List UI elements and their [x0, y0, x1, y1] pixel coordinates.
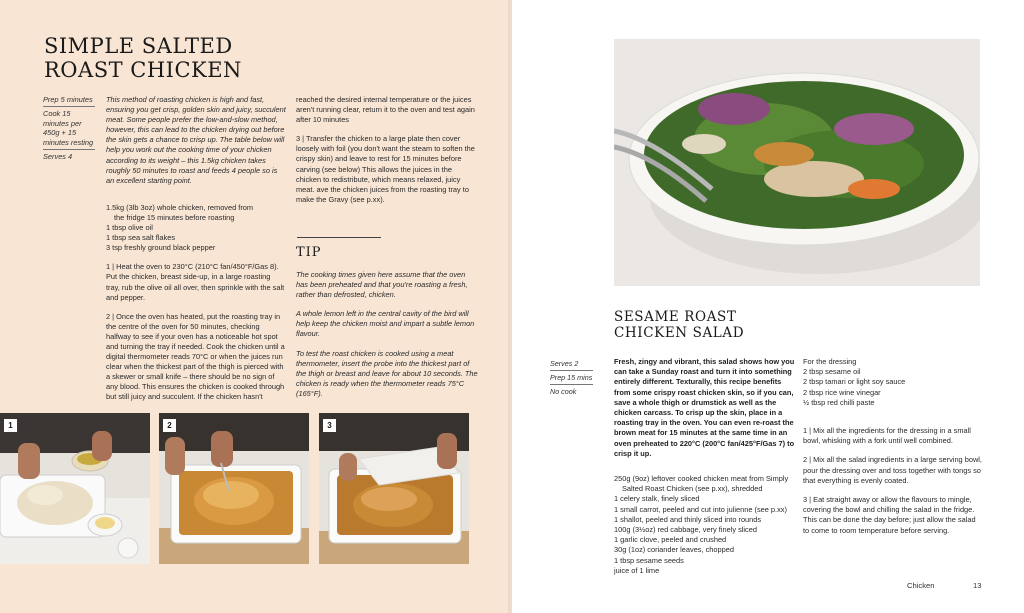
- salad-column-1: [614, 357, 798, 576]
- method-step-1: 1 | Heat the oven to 230°C (210°C fan/450°F/Gas 8). Put the chicken, breast side-up, in a large roasting tray, rub the olive oil all over, then sprinkle with the salt and pepper.: [106, 262, 285, 302]
- ingredient: juice of 1 lime: [614, 565, 660, 575]
- ingredient: 100g (3½oz) red cabbage, very finely sliced: [614, 525, 757, 535]
- recipe-title-roast-chicken: SIMPLE SALTED ROAST CHICKEN: [44, 34, 242, 82]
- salad-intro: Fresh, zingy and vibrant, this salad shows how you can take a Sunday roast and turn it into something entirely different. Texturally, this recipe benefits from some crispy roast chicken skin, so if you can, save a whole thigh or drumstick as well as the chicken carcass. To crisp up the skin, place in a roasting tray in the oven. You can even re-roast the brown meat for 15 minutes at the same time in an oven preheated to 220°C (200°C fan/425°F/Gas 7) to crisp it up.: [614, 357, 795, 458]
- step-photo-3: [319, 413, 469, 564]
- intro-text: This method of roasting chicken is high and fast, ensuring you get crisp, golden skin and juicy, succulent meat. Some people prefer the low-and-slow method, however, this can lead to the chicken drying out before the skin gets a chance to crisp up. The table below will help you work out the cooking time of your chicken according to its weight – this 1.5kg chicken takes roughly 50 minutes to roast and feeds 4 people so is an excellent starting point.: [106, 95, 286, 185]
- step-photo-1: [0, 413, 150, 564]
- method-step-3: 3 | Transfer the chicken to a large plate then cover loosely with foil (you don't want the steam to soften the crispy skin) and leave to rest for 15 minutes before carving (see below) This allows the juices in the chicken to redistribute, which means relaxed, juicy meat. ave the chicken juices from the roasting tray to make the Gravy (see p.xx).: [296, 134, 475, 204]
- tip-text: [296, 270, 478, 408]
- ingredient: 1 small carrot, peeled and cut into julienne (see p.xx): [614, 504, 787, 514]
- salad-step-2: 2 | Mix all the salad ingredients in a large serving bowl, pour the dressing over and toss together with tongs so that everything is evenly coated.: [803, 455, 982, 485]
- ingredient: 1 tbsp sesame seeds: [614, 555, 684, 565]
- tip-divider: [297, 237, 381, 238]
- method-step-2-continued: reached the desired internal temperature or the juices aren't running clear, return it to the oven and test again after 10 minutes: [296, 95, 475, 125]
- step-number-badge: 2: [163, 419, 176, 432]
- dressing-ingredient: 2 tbsp tamari or light soy sauce: [803, 377, 906, 387]
- dressing-ingredient: 2 tbsp sesame oil: [803, 367, 861, 377]
- salad-photo-image: [614, 39, 980, 286]
- ingredient: 3 tsp freshly ground black pepper: [106, 243, 216, 253]
- serves: Serves 4: [43, 152, 73, 162]
- ingredient: 1 tbsp sea salt flakes: [106, 233, 176, 243]
- cook-time: No cook: [550, 387, 577, 396]
- ingredient-list: [106, 203, 286, 253]
- salad-photo: [614, 39, 980, 286]
- ingredient: the fridge 15 minutes before roasting: [114, 212, 235, 222]
- tip-paragraph: The cooking times given here assume that the oven has been preheated and that you're roasting a fresh, rather than defrosted, chicken.: [296, 270, 468, 300]
- ingredient: 1 shallot, peeled and thinly sliced into rounds: [614, 514, 762, 524]
- step-number-badge: 1: [4, 419, 17, 432]
- step-photo-3-image: [319, 413, 469, 564]
- salad-ingredient-list: [614, 474, 798, 576]
- ingredient: 1 garlic clove, peeled and crushed: [614, 535, 727, 545]
- ingredient: 1 tbsp olive oil: [106, 223, 153, 233]
- serves: Serves 2: [550, 357, 593, 371]
- column-1: [106, 95, 286, 412]
- tip-heading: TIP: [296, 245, 322, 260]
- step-photo-1-image: [0, 413, 150, 564]
- method-step-2: 2 | Once the oven has heated, put the roasting tray in the centre of the oven for 50 minutes, checking halfway to see if your oven has a noticeable hot spot and turning the tray if needed. Cook the chicken until a digital thermometer reads 70°C or when the juices run clear when the thickest part of the thigh is pierced with a skewer or small knife – there should be no sign of any blood. This ensures the chicken is cooked through but still juicy and succulent. If the chicken hasn't: [106, 311, 285, 402]
- ingredient: 250g (9oz) leftover cooked chicken meat from Simply: [614, 474, 789, 484]
- recipe-title-salad: SESAME ROAST CHICKEN SALAD: [614, 309, 745, 341]
- tip-paragraph: A whole lemon left in the central cavity of the bird will help keep the chicken moist and impart a subtle lemon flavour.: [296, 309, 475, 339]
- prep-time: Prep 15 mins: [550, 371, 593, 385]
- column-2: [296, 95, 478, 214]
- salad-step-1: 1 | Mix all the ingredients for the dressing in a small bowl, whisking with a fork until well combined.: [803, 426, 971, 446]
- salad-step-3: 3 | Eat straight away or allow the flavours to mingle, covering the bowl and chilling the salad in the fridge. This can be done the day before; just allow the salad to come to room temperature before serving.: [803, 495, 976, 535]
- ingredient: 1 celery stalk, finely sliced: [614, 494, 700, 504]
- step-number-badge: 3: [323, 419, 336, 432]
- dressing-ingredient: ½ tbsp red chilli paste: [803, 397, 875, 407]
- right-page: [512, 0, 1024, 613]
- prep-time: Prep 5 minutes: [43, 93, 95, 107]
- page-number: 13: [973, 581, 982, 590]
- ingredient: Salted Roast Chicken (see p.xx), shredded: [622, 484, 763, 494]
- ingredient: 30g (1oz) coriander leaves, chopped: [614, 545, 734, 555]
- cook-time: Cook 15 minutes per 450g + 15 minutes resting: [43, 107, 95, 150]
- tip-paragraph: To test the roast chicken is cooked using a meat thermometer, insert the probe into the thickest part of the thigh or breast and leave for about 10 seconds. The chicken is ready when the thermometer reads 75°C (165°F).: [296, 348, 478, 398]
- step-photo-2: [159, 413, 309, 564]
- ingredient: 1.5kg (3lb 3oz) whole chicken, removed from: [106, 202, 254, 212]
- recipe-meta-salad: [550, 357, 593, 398]
- step-photo-2-image: [159, 413, 309, 564]
- dressing-heading: For the dressing: [803, 357, 857, 366]
- footer-section-label: Chicken: [907, 581, 935, 590]
- salad-column-2: [803, 357, 983, 545]
- recipe-meta: [43, 93, 95, 163]
- dressing-ingredient: 2 tbsp rice wine vinegar: [803, 387, 881, 397]
